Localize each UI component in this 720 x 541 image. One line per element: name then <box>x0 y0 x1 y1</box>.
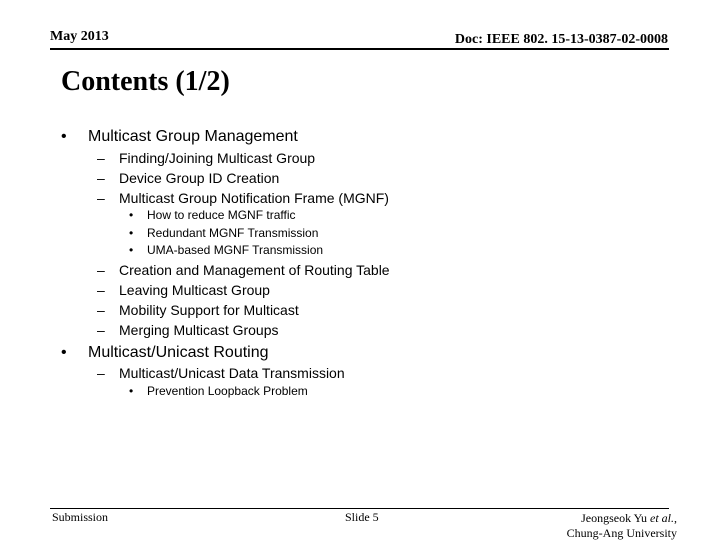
outline-subitem-text: Merging Multicast Groups <box>119 322 279 338</box>
bullet-dash-icon: – <box>97 262 105 278</box>
bullet-dash-icon: – <box>97 365 105 381</box>
outline-subsubitem-text: How to reduce MGNF traffic <box>147 208 296 222</box>
bullet-dash-icon: – <box>97 302 105 318</box>
outline-subitem-text: Multicast/Unicast Data Transmission <box>119 365 345 381</box>
outline-subitem-text: Finding/Joining Multicast Group <box>119 150 316 166</box>
bullet-dot-icon: • <box>61 128 67 145</box>
footer-rule <box>50 508 669 509</box>
bullet-dot-icon: • <box>129 384 134 398</box>
header-doc-number: Doc: IEEE 802. 15-13-0387-02-0008 <box>454 32 668 47</box>
outline-subitem-text: Creation and Management of Routing Table <box>119 262 390 278</box>
bullet-dash-icon: – <box>97 150 105 166</box>
outline-subsubitem-text: Prevention Loopback Problem <box>147 384 308 398</box>
footer-author-line1: Jeongseok Yu et al., <box>581 511 677 525</box>
footer-submission: Submission <box>52 510 109 524</box>
bullet-dash-icon: – <box>97 190 105 206</box>
bullet-dot-icon: • <box>129 208 134 222</box>
outline-subitem-text: Device Group ID Creation <box>119 170 280 186</box>
footer-author <box>567 511 677 541</box>
bullet-dash-icon: – <box>97 170 105 186</box>
footer-slide-number: Slide 5 <box>345 510 379 524</box>
outline-item-text: Multicast Group Management <box>88 128 298 145</box>
header-date: May 2013 <box>50 29 109 44</box>
outline-subsubitem-text: UMA-based MGNF Transmission <box>147 243 324 257</box>
footer-author-affiliation: Chung-Ang University <box>566 526 677 540</box>
outline-subitem-text: Multicast Group Notification Frame (MGNF) <box>119 190 389 206</box>
bullet-dot-icon: • <box>61 344 67 361</box>
bullet-dash-icon: – <box>97 322 105 338</box>
bullet-dot-icon: • <box>129 226 134 240</box>
outline-item-text: Multicast/Unicast Routing <box>88 344 269 361</box>
header-rule <box>50 48 669 50</box>
outline-subitem-text: Mobility Support for Multicast <box>119 302 299 318</box>
outline-subsubitem-text: Redundant MGNF Transmission <box>147 226 319 240</box>
bullet-dash-icon: – <box>97 282 105 298</box>
outline-subitem-text: Leaving Multicast Group <box>119 282 270 298</box>
bullet-dot-icon: • <box>129 243 134 257</box>
slide-title: Contents (1/2) <box>61 66 230 97</box>
